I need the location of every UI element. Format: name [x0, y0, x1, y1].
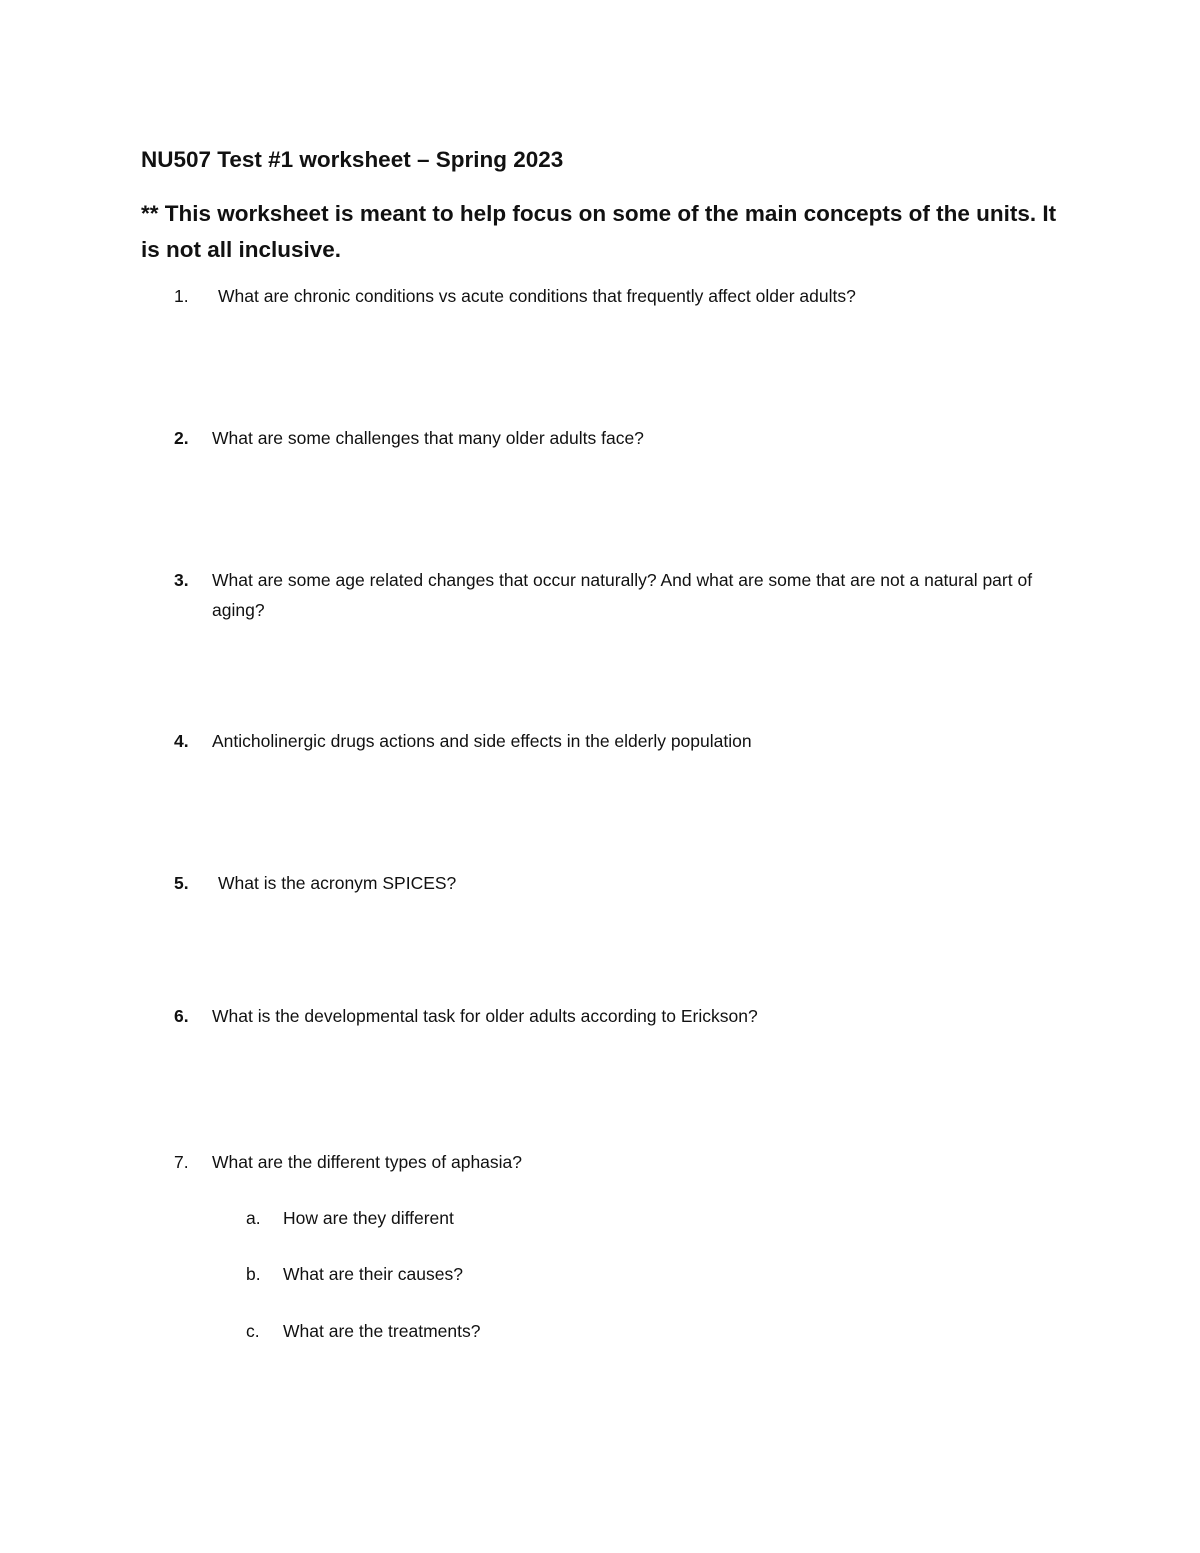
- question-text: Anticholinergic drugs actions and side effects in the elderly population: [212, 731, 752, 751]
- question-number: 3.: [174, 570, 189, 590]
- question-number: 6.: [174, 1006, 189, 1026]
- question-text: What is the acronym SPICES?: [218, 873, 457, 893]
- question-number: 7.: [174, 1152, 189, 1172]
- question-text: What are some age related changes that occur naturally? And what are some that are not a natural part of aging?: [212, 570, 1033, 620]
- worksheet-title: NU507 Test #1 worksheet – Spring 2023: [141, 147, 564, 172]
- subquestion-text: What are the treatments?: [283, 1321, 481, 1341]
- worksheet-note: ** This worksheet is meant to help focus on some of the main concepts of the units. It is not all inclusive.: [141, 201, 1057, 262]
- subquestion-letter: a.: [246, 1208, 261, 1228]
- question-number: 2.: [174, 428, 189, 448]
- subquestion-letter: b.: [246, 1264, 261, 1284]
- subquestion-letter: c.: [246, 1321, 260, 1341]
- subquestion-text: What are their causes?: [283, 1264, 463, 1284]
- subquestion-text: How are they different: [283, 1208, 454, 1228]
- question-number: 1.: [174, 286, 189, 306]
- question-text: What is the developmental task for older adults according to Erickson?: [212, 1006, 758, 1026]
- question-text: What are some challenges that many older adults face?: [212, 428, 644, 448]
- question-text: What are chronic conditions vs acute conditions that frequently affect older adults?: [218, 286, 856, 306]
- question-number: 5.: [174, 873, 189, 893]
- question-number: 4.: [174, 731, 189, 751]
- question-text: What are the different types of aphasia?: [212, 1152, 523, 1172]
